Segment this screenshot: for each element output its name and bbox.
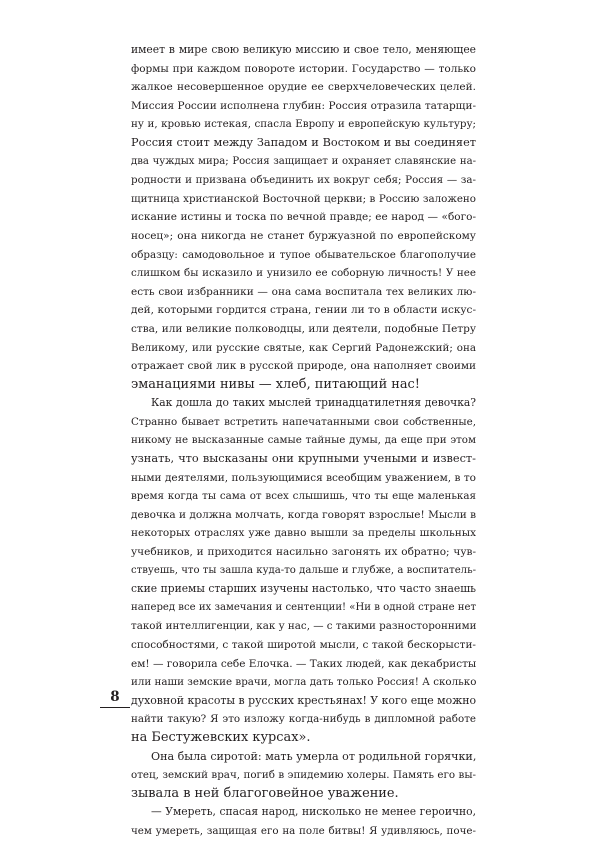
text-line: отец, земский врач, погиб в эпидемию холеры. Память его вы- bbox=[131, 769, 476, 782]
text-line: ными деятелями, пользующимися всеобщим уважением, в то bbox=[131, 471, 476, 484]
text-line: ские приемы старших изучены настолько, что часто знаешь bbox=[131, 582, 476, 596]
text-line: ствуешь, что ты зашла куда-то дальше и глубже, а воспитатель- bbox=[131, 564, 476, 576]
text-line: родности и призвана объединить их вокруг себя; Россия — за- bbox=[131, 174, 476, 187]
text-line: эманациями нивы — хлеб, питающий нас! bbox=[131, 376, 420, 392]
text-line: Странно бывает встретить напечатанными свои собственные, bbox=[131, 415, 476, 428]
text-line: наперед все их замечания и сентенции! «Ни в одной стране нет bbox=[131, 601, 477, 613]
text-line: имеет в мире свою великую миссию и свое тело, меняющее bbox=[131, 43, 476, 56]
text-line: Она была сиротой: мать умерла от родильной горячки, bbox=[151, 749, 477, 763]
text-line: ну и, кровью истекая, спасла Европу и европейскую культуру; bbox=[131, 118, 476, 131]
text-line: никому не высказанные самые тайные думы, да еще при этом bbox=[131, 434, 476, 447]
text-line: зывала в ней благоговейное уважение. bbox=[131, 785, 399, 801]
text-line: духовной красоты в русских крестьянах! У кого еще можно bbox=[131, 693, 477, 707]
body-text bbox=[131, 41, 476, 841]
text-line: щитница христианской Восточной церкви; в Россию заложено bbox=[131, 192, 476, 205]
text-line: дей, которыми гордится страна, гении ли то в области искус- bbox=[131, 304, 476, 317]
text-line: жалкое несовершенное орудие ее сверхчеловеческих целей. bbox=[131, 81, 476, 94]
text-line: слишком бы исказило и унизило ее соборную личность! У нее bbox=[131, 267, 476, 280]
page-number-rule bbox=[100, 707, 130, 708]
text-line: образцу: самодовольное и тупое обывательское благополучие bbox=[131, 248, 476, 261]
text-line: — Умереть, спасая народ, нисколько не менее героично, bbox=[151, 805, 476, 819]
text-line: на Бестужевских курсах». bbox=[131, 729, 311, 745]
text-line: Россия стоит между Западом и Востоком и вы соединяет bbox=[131, 135, 476, 149]
text-line: узнать, что высказаны они крупными учеными и извест- bbox=[131, 452, 476, 466]
text-line: способностями, с такой широтой мысли, с такой бескорысти- bbox=[131, 639, 476, 651]
text-line: Как дошла до таких мыслей тринадцатилетняя девочка? bbox=[151, 396, 476, 410]
text-line: некоторых отраслях уже давно вышли за пределы школьных bbox=[131, 527, 476, 540]
text-line: формы при каждом повороте истории. Государство — только bbox=[131, 62, 476, 75]
text-line: есть свои избранники — она сама воспитала тех великих лю- bbox=[131, 285, 476, 298]
text-line: отражает свой лик в русской природе, она наполняет своими bbox=[131, 360, 476, 373]
text-line: ем! — говорила себе Елочка. — Таких людей, как декабристы bbox=[131, 657, 477, 670]
text-line: такой интеллигенции, как у нас, — с такими разносторонними bbox=[131, 620, 477, 633]
text-line: носец»; она никогда не станет буржуазной по европейскому bbox=[131, 229, 476, 242]
text-line: найти такую? Я это изложу когда-нибудь в дипломной работе bbox=[131, 713, 476, 726]
text-line: Миссия России исполнена глубин: Россия отразила татарщи- bbox=[131, 99, 476, 112]
text-line: искание истины и тоска по вечной правде; ее народ — «бого- bbox=[131, 211, 476, 224]
text-line: два чуждых мира; Россия защищает и охраняет славянские на- bbox=[131, 155, 476, 167]
text-line: чем умереть, защищая его на поле битвы! Я удивляюсь, поче- bbox=[131, 824, 476, 837]
text-line: или наши земские врачи, могла дать только Россия! А сколько bbox=[131, 676, 477, 689]
page-number: 8 bbox=[110, 689, 120, 705]
text-line: девочка и должна молчать, когда говорят взрослые! Мысли в bbox=[131, 508, 476, 521]
text-line: Великому, или русские святые, как Сергий Радонежский; она bbox=[131, 341, 476, 354]
text-line: время когда ты сама от всех слышишь, что ты еще маленькая bbox=[131, 490, 476, 503]
text-line: учебников, и приходится насильно загонять их обратно; чув- bbox=[131, 546, 476, 559]
text-line: ства, или великие полководцы, или деятели, подобные Петру bbox=[131, 322, 476, 335]
